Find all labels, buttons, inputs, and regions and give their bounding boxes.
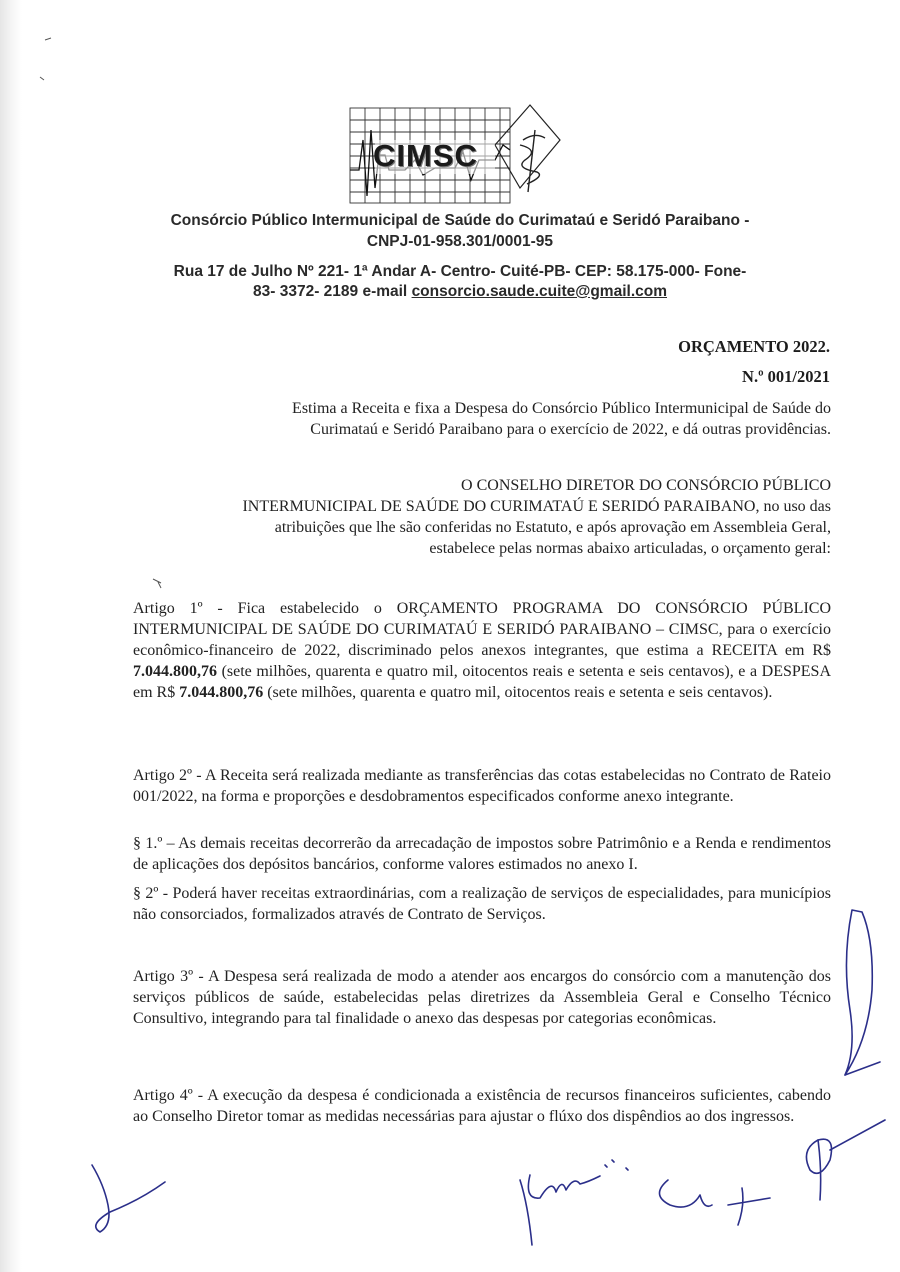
- article-2-paragraph-2: § 2º - Poderá haver receitas extraordinárias, com a realização de serviços de especialidades, para municípios não consorciados, formalizados através de Contrato de Serviços.: [133, 885, 831, 923]
- ementa-line1: Estima a Receita e fixa a Despesa do Consórcio Público Intermunicipal de Saúde do: [292, 400, 831, 417]
- article-1-part-c: (sete milhões, quarenta e quatro mil, oitocentos reais e setenta e seis centavos).: [263, 684, 773, 701]
- preamble-line4: estabelece pelas normas abaixo articuladas, o orçamento geral:: [429, 540, 831, 557]
- margin-signature: [845, 910, 872, 1075]
- preamble-line1: O CONSELHO DIRETOR DO CONSÓRCIO PÚBLICO: [461, 477, 831, 494]
- article-3: Artigo 3º - A Despesa será realizada de modo a atender aos encargos do consórcio com a manutenção dos serviços públicos de saúde, estabelecidas pelas diretrizes da Assembleia Geral e Conselho Técnico Consultivo, integrando para tal finalidade o anexo das despesas por categorias econômicas.: [133, 968, 831, 1027]
- center-signature: [520, 1175, 600, 1245]
- ementa-line2: Curimataú e Seridó Paraibano para o exercício de 2022, e dá outras providências.: [310, 421, 831, 438]
- address-line1: Rua 17 de Julho Nº 221- 1ª Andar A- Centro- Cuité-PB- CEP: 58.175-000- Fone-: [173, 263, 747, 280]
- initials-signature: [659, 1180, 712, 1207]
- article-4: Artigo 4º - A execução da despesa é condicionada a existência de recursos financeiros suficientes, cabendo ao Conselho Diretor tomar as medidas necessárias para ajustar o flúxo dos dispêndios ao dos ingressos.: [133, 1087, 831, 1125]
- phone-text: 83- 3372- 2189 e-mail: [253, 283, 412, 300]
- despesa-value: 7.044.800,76: [179, 684, 264, 701]
- left-initial-signature: [92, 1165, 165, 1232]
- preamble-line2: INTERMUNICIPAL DE SAÚDE DO CURIMATAÚ E SERIDÓ PARAIBANO, no uso das: [242, 498, 831, 515]
- org-name-line1: Consórcio Público Intermunicipal de Saúde do Curimataú e Seridó Paraibano -: [170, 212, 750, 229]
- document-number: N.º 001/2021: [742, 367, 830, 386]
- preamble-line3: atribuições que lhe são conferidas no Estatuto, e após aprovação em Assembleia Geral,: [274, 519, 831, 536]
- email-link[interactable]: consorcio.saude.cuite@gmail.com: [411, 283, 667, 300]
- article-2: Artigo 2º - A Receita será realizada mediante as transferências das cotas estabelecidas no Contrato de Rateio 001/2022, na forma e proporções e desdobramentos especificados conforme anexo integrante.: [133, 767, 831, 805]
- article-1-part-b: (sete milhões, quarenta e quatro mil, oitocentos reais e setenta e seis centavos), e a DESPESA em R$: [133, 663, 831, 701]
- logo-text: CIMSC: [373, 138, 478, 173]
- document-title: ORÇAMENTO 2022.: [678, 337, 830, 356]
- receita-value: 7.044.800,76: [133, 663, 217, 680]
- org-cnpj: CNPJ-01-958.301/0001-95: [366, 233, 554, 250]
- article-2-paragraph-1: § 1.º – As demais receitas decorrerão da arrecadação de impostos sobre Patrimônio e a Renda e rendimentos de aplicações dos depósitos bancários, conforme valores estimados no anexo I.: [133, 835, 831, 873]
- article-1-part-a: Artigo 1º - Fica estabelecido o ORÇAMENTO PROGRAMA DO CONSÓRCIO PÚBLICO INTERMUNICIPAL DE SAÚDE DO CURIMATAÚ E SERIDÓ PARAIBANO – CIMSC, para o exercício econômico-financeiro de 2022, discriminado pelos anexos integrantes, que estima a RECEITA em R$: [133, 600, 831, 659]
